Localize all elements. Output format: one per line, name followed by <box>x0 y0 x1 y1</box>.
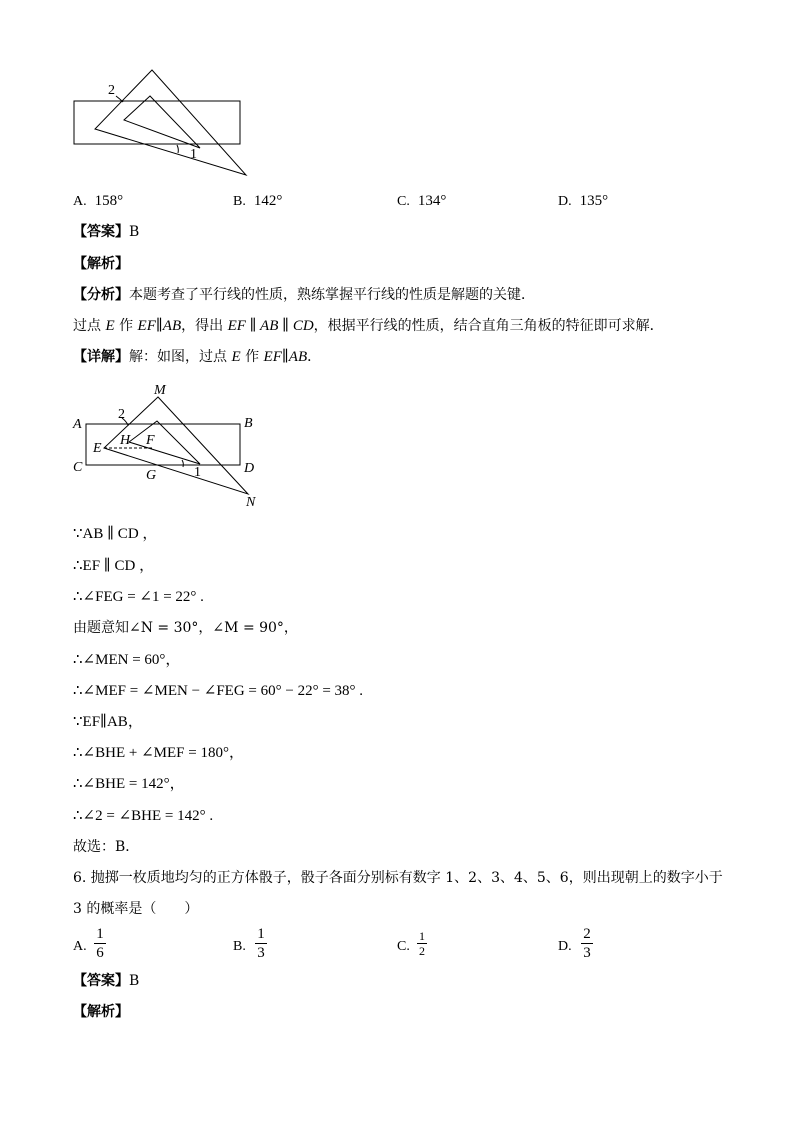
fig2-label-b: B <box>244 416 253 431</box>
fig2-label-h: H <box>120 433 131 448</box>
fig2-label-e: E <box>93 441 102 456</box>
step-4: 由题意知∠N = 30°，∠M = 90°， <box>73 620 298 636</box>
figure-1-triangles-rectangle <box>70 66 260 178</box>
step-10: ∴∠2 = ∠BHE = 142° . <box>73 808 214 824</box>
fig1-rectangle <box>74 101 240 144</box>
q6-option-a: A. <box>73 939 87 954</box>
fig2-label-g: G <box>146 468 157 483</box>
fig1-inner-triangle <box>124 96 200 148</box>
step-3: ∴∠FEG = ∠1 = 22° . <box>73 589 204 605</box>
step-1: ∵AB ∥ CD ， <box>73 526 158 542</box>
q6-option-b-fraction: 1 3 <box>255 926 267 961</box>
q6-stem-line1: 6. 抛掷一枚质地均匀的正方体骰子，骰子各面分别标有数字 1、2、3、4、5、6，则出现朝上的数字小于 <box>73 870 723 886</box>
q6-option-d-fraction: 2 3 <box>581 926 593 961</box>
q5-conclusion: 故选：B． <box>73 839 140 855</box>
fig1-angle1-arc <box>177 145 178 153</box>
fig2-label-n: N <box>246 495 256 510</box>
q6-option-b: B. <box>233 939 246 954</box>
fig2-label-c: C <box>73 460 83 475</box>
q6-stem-line2: 3 的概率是（ ） <box>73 901 199 917</box>
q6-analysis-tag: 【解析】 <box>73 1004 129 1020</box>
fig2-angle1-arc <box>182 460 183 467</box>
q6-option-a-fraction: 1 6 <box>94 926 106 961</box>
q6-option-c-fraction: 1 2 <box>419 929 425 958</box>
q5-option-c: C. 134° <box>397 193 447 209</box>
step-7: ∵EF∥AB， <box>73 714 143 730</box>
q6-answer: 【答案】B <box>73 973 140 989</box>
fig2-label-f: F <box>146 433 155 448</box>
fig2-inner-triangle <box>129 421 200 464</box>
q5-option-d: D. 135° <box>558 193 609 209</box>
step-8: ∴∠BHE + ∠MEF = 180°， <box>73 745 244 761</box>
q5-option-a: A. 158° <box>73 193 124 209</box>
step-5: ∴∠MEN = 60°， <box>73 652 181 668</box>
fig2-label-2: 2 <box>118 407 125 422</box>
q5-answer: 【答案】B <box>73 224 140 240</box>
fig1-label-2: 2 <box>108 83 115 98</box>
step-6: ∴∠MEF = ∠MEN − ∠FEG = 60° − 22° = 38° . <box>73 683 364 699</box>
fig1-label-1: 1 <box>190 147 197 162</box>
fig2-label-1: 1 <box>194 465 201 480</box>
q6-option-d: D. <box>558 939 572 954</box>
figure-2-labeled-diagram <box>68 378 268 510</box>
step-2: ∴EF ∥ CD ， <box>73 558 155 574</box>
fig2-label-a: A <box>73 417 82 432</box>
q5-fenxi: 【分析】本题考查了平行线的性质，熟练掌握平行线的性质是解题的关键． <box>73 287 535 303</box>
fig2-label-m: M <box>154 383 166 398</box>
fig2-rectangle <box>86 424 240 465</box>
fig2-label-d: D <box>244 461 255 476</box>
fig1-outer-triangle <box>95 70 246 175</box>
q6-option-c: C. <box>397 939 410 954</box>
q5-method-line: 过点 E 作 EF∥AB，得出 EF ∥ AB ∥ CD，根据平行线的性质，结合直角三角板的特征即可求解． <box>73 318 664 334</box>
q5-detail-intro: 【详解】解：如图，过点 E 作 EF∥AB． <box>73 349 322 365</box>
step-9: ∴∠BHE = 142°， <box>73 776 185 792</box>
q5-option-b: B. 142° <box>233 193 283 209</box>
q5-analysis-tag: 【解析】 <box>73 256 129 272</box>
